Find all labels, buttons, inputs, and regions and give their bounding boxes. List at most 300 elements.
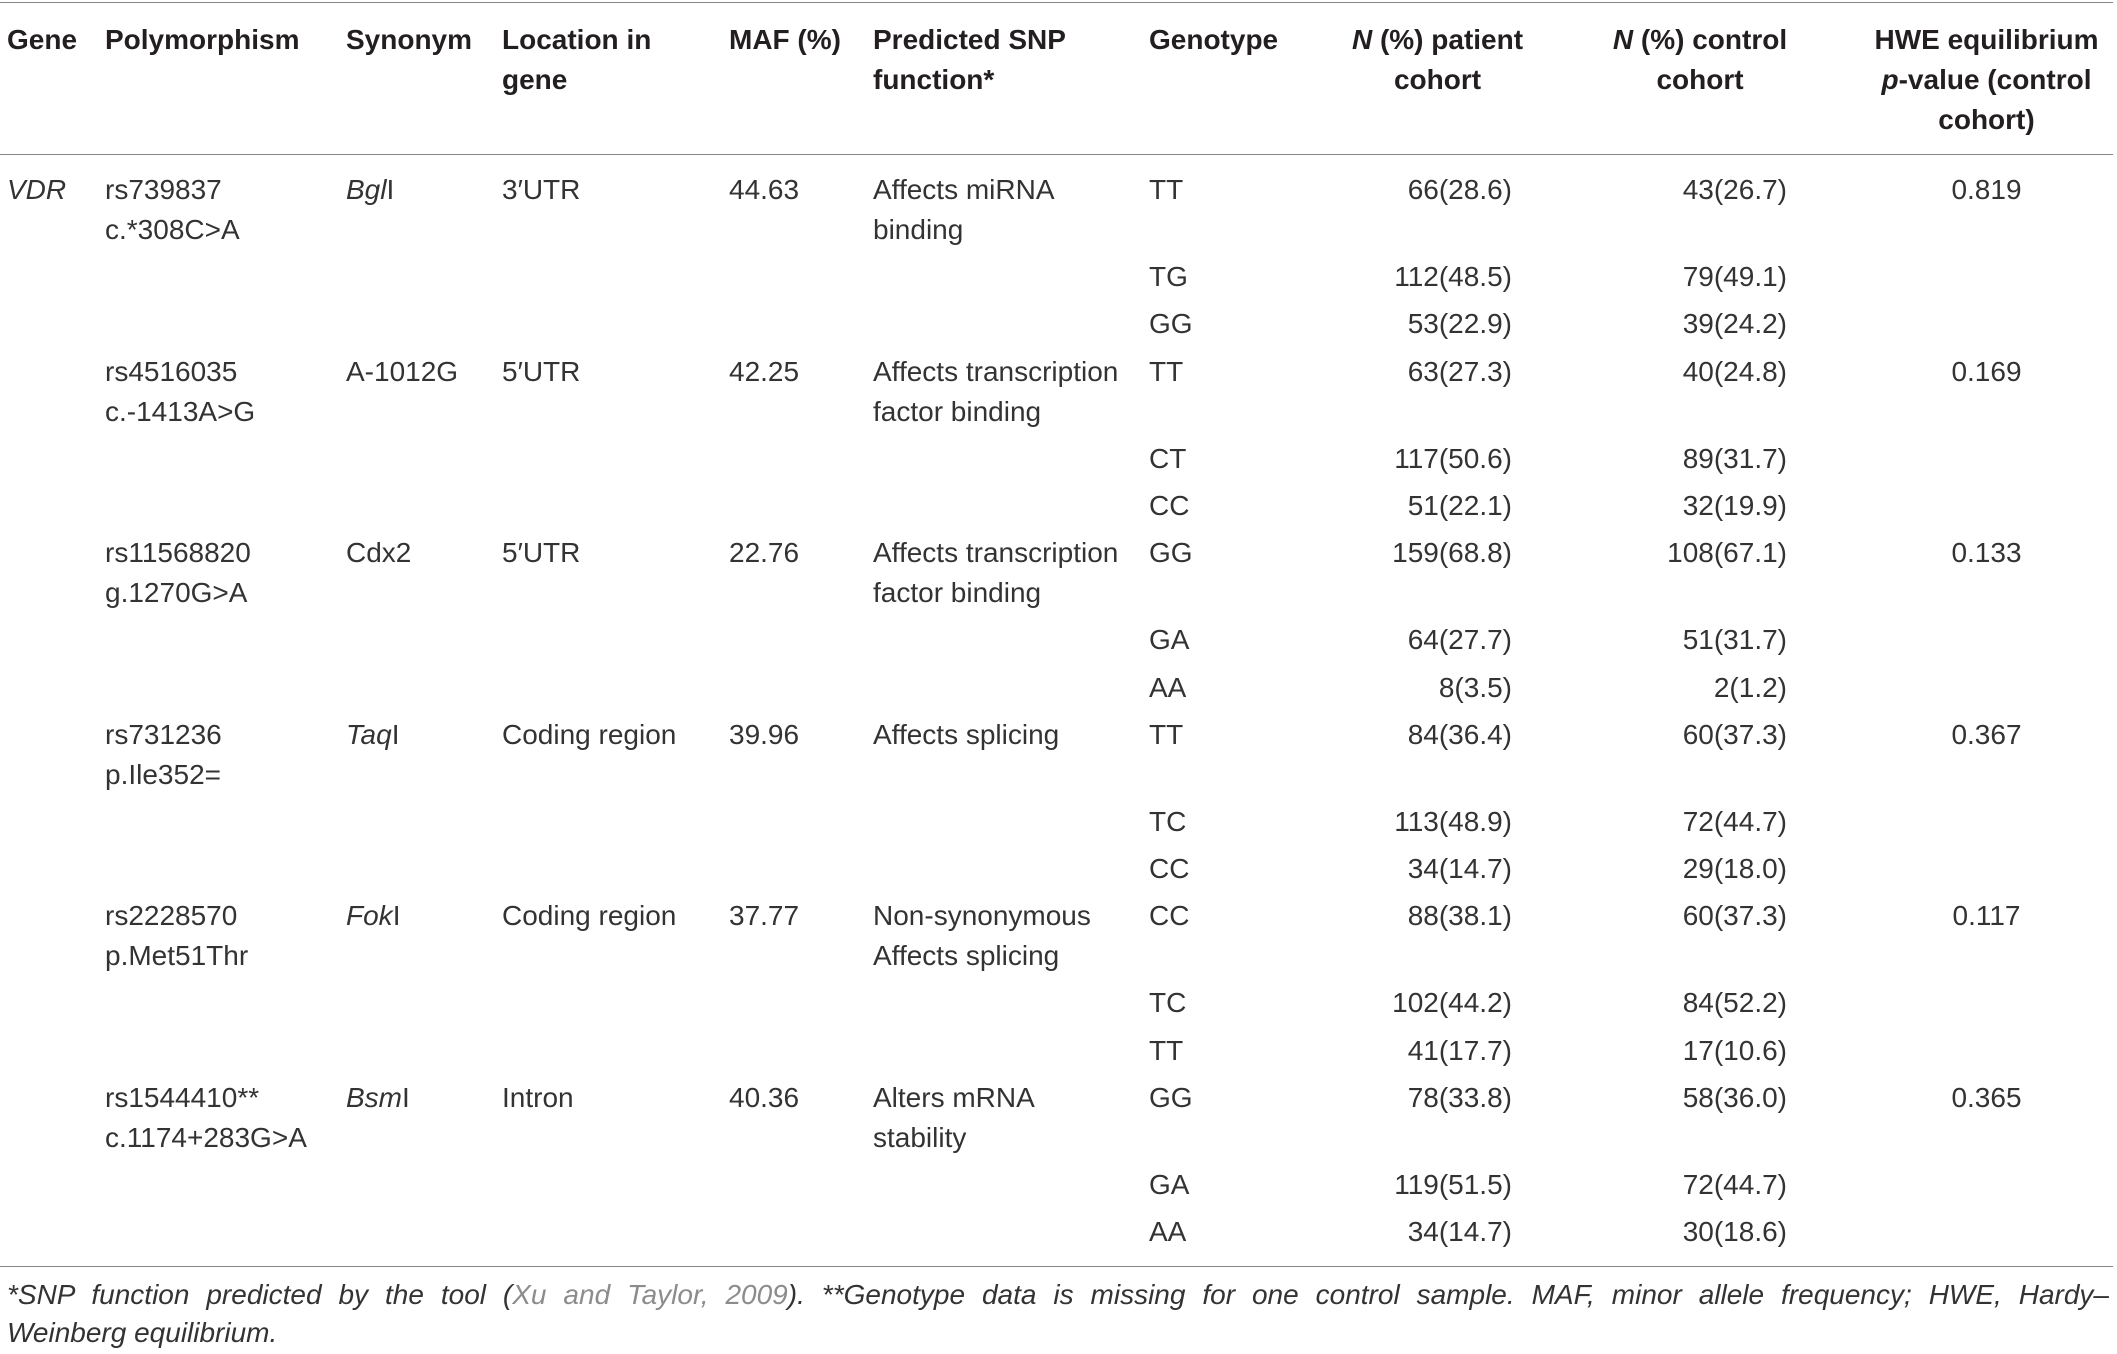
cell-genotype xyxy=(1149,711,1335,798)
header-patient-line xyxy=(1335,20,1540,60)
genotype-row xyxy=(0,845,2113,892)
header-gene xyxy=(0,2,105,155)
control-count: 51(31.7) xyxy=(1682,624,1787,656)
header-hwe xyxy=(1860,2,2113,155)
cell-maf xyxy=(729,482,873,529)
cell-patient xyxy=(1335,155,1540,254)
cell-gene xyxy=(0,348,105,435)
patient-count: 159(68.8) xyxy=(1392,537,1512,569)
cell-genotype xyxy=(1149,1161,1335,1208)
cell-function xyxy=(873,617,1149,664)
genotype-value: TT xyxy=(1149,1034,1184,1066)
cell-location xyxy=(502,980,729,1027)
cell-patient xyxy=(1335,1209,1540,1267)
cell-patient xyxy=(1335,1161,1540,1208)
cell-control xyxy=(1540,155,1860,254)
cell-hwe xyxy=(1860,348,2113,435)
genotype-value: TG xyxy=(1149,261,1188,293)
cell-synonym xyxy=(346,301,502,348)
cell-control xyxy=(1540,1027,1860,1074)
hwe-p-value: 0.367 xyxy=(1951,718,2022,750)
genotype-row xyxy=(0,798,2113,845)
cell-synonym xyxy=(346,664,502,711)
header-control-n: N xyxy=(1612,24,1634,55)
control-count: 30(18.6) xyxy=(1682,1216,1787,1248)
cell-patient xyxy=(1335,482,1540,529)
cell-maf xyxy=(729,617,873,664)
cell-control xyxy=(1540,482,1860,529)
cell-gene xyxy=(0,482,105,529)
rs-id: rs4516035 xyxy=(105,355,238,387)
header-hwe-line2 xyxy=(1860,60,2113,100)
synonym-roman: A-1012G xyxy=(346,355,459,387)
control-count: 79(49.1) xyxy=(1682,261,1787,293)
cell-patient xyxy=(1335,664,1540,711)
footnote-text-after: ). **Genotype data is missing for one control sample. MAF, minor allele frequency; HWE, Hardy– xyxy=(787,1278,2109,1310)
location-value: Coding region xyxy=(502,718,677,750)
cell-maf xyxy=(729,980,873,1027)
cell-maf xyxy=(729,155,873,254)
cell-patient xyxy=(1335,617,1540,664)
cell-polymorphism xyxy=(105,1161,346,1208)
cell-hwe xyxy=(1860,301,2113,348)
cell-hwe xyxy=(1860,980,2113,1027)
location-value: Intron xyxy=(502,1081,574,1113)
cell-patient xyxy=(1335,435,1540,482)
cell-polymorphism xyxy=(105,482,346,529)
cell-maf xyxy=(729,893,873,980)
cell-maf xyxy=(729,1209,873,1267)
cell-function xyxy=(873,893,1149,980)
cell-gene xyxy=(0,893,105,980)
cell-location xyxy=(502,711,729,798)
patient-count: 8(3.5) xyxy=(1438,671,1512,703)
cell-function xyxy=(873,1027,1149,1074)
rs-id: rs731236 xyxy=(105,718,222,750)
header-maf-label: MAF (%) xyxy=(729,24,841,55)
patient-count: 117(50.6) xyxy=(1394,442,1512,474)
cell-genotype xyxy=(1149,1074,1335,1161)
header-patient-line2: cohort xyxy=(1393,64,1482,95)
cell-location xyxy=(502,301,729,348)
rs-id: rs1544410** xyxy=(105,1081,260,1113)
genotype-row xyxy=(0,348,2113,435)
cell-genotype xyxy=(1149,664,1335,711)
cell-control xyxy=(1540,1074,1860,1161)
maf-value: 39.96 xyxy=(729,718,800,750)
cell-control xyxy=(1540,254,1860,301)
cell-synonym xyxy=(346,254,502,301)
cell-function xyxy=(873,1161,1149,1208)
genotype-row xyxy=(0,617,2113,664)
genotype-row xyxy=(0,482,2113,529)
header-location xyxy=(502,2,729,155)
cell-hwe xyxy=(1860,155,2113,254)
cell-hwe xyxy=(1860,845,2113,892)
cell-synonym xyxy=(346,1027,502,1074)
control-count: 108(67.1) xyxy=(1667,537,1787,569)
control-count: 60(37.3) xyxy=(1682,900,1787,932)
cell-function xyxy=(873,980,1149,1027)
cell-synonym xyxy=(346,530,502,617)
cell-function xyxy=(873,1074,1149,1161)
header-synonym xyxy=(346,2,502,155)
function-line: factor binding xyxy=(873,395,1042,427)
function-line: factor binding xyxy=(873,577,1042,609)
genotype-row xyxy=(0,1074,2113,1161)
genotype-value: TT xyxy=(1149,174,1184,205)
cell-synonym xyxy=(346,1161,502,1208)
cell-control xyxy=(1540,845,1860,892)
cell-location xyxy=(502,155,729,254)
citation-link[interactable]: Xu and Taylor, 2009 xyxy=(512,1278,788,1310)
hgvs-notation: p.Ile352= xyxy=(105,758,221,790)
genotype-row xyxy=(0,1161,2113,1208)
cell-genotype xyxy=(1149,482,1335,529)
patient-count: 63(27.3) xyxy=(1407,355,1512,387)
header-patient-rest: (%) patient xyxy=(1372,24,1524,55)
cell-hwe xyxy=(1860,1027,2113,1074)
cell-maf xyxy=(729,435,873,482)
function-line: stability xyxy=(873,1121,967,1153)
function-line: Affects splicing xyxy=(873,940,1060,972)
function-line: Affects transcription xyxy=(873,355,1119,387)
genotype-value: GG xyxy=(1149,308,1193,340)
cell-polymorphism xyxy=(105,301,346,348)
cell-function xyxy=(873,482,1149,529)
cell-synonym xyxy=(346,617,502,664)
cell-polymorphism xyxy=(105,155,346,254)
table-body xyxy=(0,155,2113,1267)
control-count: 43(26.7) xyxy=(1682,174,1787,205)
cell-genotype xyxy=(1149,980,1335,1027)
cell-patient xyxy=(1335,348,1540,435)
header-hwe-line1: HWE equilibrium xyxy=(1874,24,2099,55)
cell-function xyxy=(873,664,1149,711)
patient-count: 53(22.9) xyxy=(1407,308,1512,340)
rs-id: rs739837 xyxy=(105,174,222,205)
cell-control xyxy=(1540,1161,1860,1208)
cell-location xyxy=(502,845,729,892)
cell-gene xyxy=(0,798,105,845)
header-genotype-label: Genotype xyxy=(1149,24,1279,55)
cell-function xyxy=(873,845,1149,892)
cell-synonym xyxy=(346,711,502,798)
cell-synonym xyxy=(346,435,502,482)
cell-control xyxy=(1540,1209,1860,1267)
header-genotype xyxy=(1149,2,1335,155)
cell-genotype xyxy=(1149,798,1335,845)
patient-count: 41(17.7) xyxy=(1407,1034,1512,1066)
cell-location xyxy=(502,1161,729,1208)
genotype-value: GG xyxy=(1149,1081,1193,1113)
patient-count: 102(44.2) xyxy=(1392,987,1512,1019)
genotype-row xyxy=(0,711,2113,798)
cell-control xyxy=(1540,435,1860,482)
cell-hwe xyxy=(1860,617,2113,664)
cell-polymorphism xyxy=(105,254,346,301)
cell-function xyxy=(873,254,1149,301)
hwe-p-value: 0.117 xyxy=(1952,900,2021,932)
cell-gene xyxy=(0,254,105,301)
control-count: 40(24.8) xyxy=(1682,355,1787,387)
cell-location xyxy=(502,530,729,617)
control-count: 84(52.2) xyxy=(1682,987,1787,1019)
genotype-row xyxy=(0,301,2113,348)
cell-hwe xyxy=(1860,1209,2113,1267)
synonym-roman: I xyxy=(391,718,400,750)
gene-name: VDR xyxy=(7,174,67,205)
synonym-roman: Cdx2 xyxy=(346,537,412,569)
control-count: 60(37.3) xyxy=(1682,718,1787,750)
cell-control xyxy=(1540,664,1860,711)
cell-function xyxy=(873,301,1149,348)
genotype-row xyxy=(0,664,2113,711)
hgvs-notation: g.1270G>A xyxy=(105,577,248,609)
cell-location xyxy=(502,664,729,711)
cell-hwe xyxy=(1860,664,2113,711)
cell-maf xyxy=(729,530,873,617)
cell-polymorphism xyxy=(105,1209,346,1267)
header-function-line: Predicted SNP xyxy=(873,24,1066,55)
cell-control xyxy=(1540,301,1860,348)
genotype-value: TT xyxy=(1149,355,1184,387)
header-maf xyxy=(729,2,873,155)
cell-gene xyxy=(0,1209,105,1267)
cell-polymorphism xyxy=(105,980,346,1027)
cell-synonym xyxy=(346,348,502,435)
cell-maf xyxy=(729,798,873,845)
function-line: Affects splicing xyxy=(873,718,1060,750)
header-location-line: Location in xyxy=(502,24,652,55)
patient-count: 66(28.6) xyxy=(1407,174,1512,205)
cell-location xyxy=(502,893,729,980)
genotype-distribution-table xyxy=(0,2,2113,1267)
cell-patient xyxy=(1335,711,1540,798)
patient-count: 119(51.5) xyxy=(1394,1169,1512,1200)
cell-location xyxy=(502,348,729,435)
genotype-row xyxy=(0,893,2113,980)
patient-count: 88(38.1) xyxy=(1407,900,1512,932)
cell-function xyxy=(873,711,1149,798)
cell-location xyxy=(502,1027,729,1074)
cell-synonym xyxy=(346,845,502,892)
patient-count: 78(33.8) xyxy=(1407,1081,1512,1113)
cell-synonym xyxy=(346,1074,502,1161)
cell-function xyxy=(873,798,1149,845)
header-control-line xyxy=(1540,20,1860,60)
patient-count: 34(14.7) xyxy=(1407,853,1512,885)
cell-hwe xyxy=(1860,1074,2113,1161)
header-polymorphism xyxy=(105,2,346,155)
cell-control xyxy=(1540,893,1860,980)
patient-count: 84(36.4) xyxy=(1407,718,1512,750)
patient-count: 34(14.7) xyxy=(1407,1216,1512,1248)
cell-polymorphism xyxy=(105,1027,346,1074)
cell-hwe xyxy=(1860,254,2113,301)
location-value: 3′UTR xyxy=(502,174,581,205)
control-count: 89(31.7) xyxy=(1682,442,1787,474)
genotype-value: GA xyxy=(1149,1169,1190,1200)
genotype-value: TC xyxy=(1149,987,1187,1019)
cell-control xyxy=(1540,530,1860,617)
cell-location xyxy=(502,1074,729,1161)
cell-genotype xyxy=(1149,1209,1335,1267)
cell-patient xyxy=(1335,845,1540,892)
maf-value: 37.77 xyxy=(729,900,800,932)
cell-patient xyxy=(1335,798,1540,845)
header-gene-label: Gene xyxy=(7,24,78,55)
cell-polymorphism xyxy=(105,435,346,482)
cell-hwe xyxy=(1860,1161,2113,1208)
header-function xyxy=(873,2,1149,155)
patient-count: 113(48.9) xyxy=(1394,805,1512,837)
cell-location xyxy=(502,435,729,482)
cell-patient xyxy=(1335,893,1540,980)
cell-genotype xyxy=(1149,348,1335,435)
cell-genotype xyxy=(1149,617,1335,664)
control-count: 32(19.9) xyxy=(1682,489,1787,521)
cell-synonym xyxy=(346,155,502,254)
cell-hwe xyxy=(1860,711,2113,798)
cell-maf xyxy=(729,664,873,711)
cell-synonym xyxy=(346,893,502,980)
cell-gene xyxy=(0,301,105,348)
hwe-p-value: 0.365 xyxy=(1951,1081,2022,1113)
cell-control xyxy=(1540,348,1860,435)
control-count: 72(44.7) xyxy=(1682,1169,1787,1200)
genotype-value: CC xyxy=(1149,489,1190,521)
cell-genotype xyxy=(1149,435,1335,482)
hgvs-notation: c.*308C>A xyxy=(105,214,240,245)
rs-id: rs11568820 xyxy=(105,537,251,569)
function-line: binding xyxy=(873,214,964,245)
rs-id: rs2228570 xyxy=(105,900,238,932)
cell-genotype xyxy=(1149,155,1335,254)
patient-count: 64(27.7) xyxy=(1407,624,1512,656)
genotype-value: TC xyxy=(1149,805,1187,837)
header-row xyxy=(0,2,2113,155)
location-value: 5′UTR xyxy=(502,355,581,387)
cell-function xyxy=(873,530,1149,617)
cell-hwe xyxy=(1860,530,2113,617)
cell-maf xyxy=(729,348,873,435)
cell-control xyxy=(1540,980,1860,1027)
function-line: Affects miRNA xyxy=(873,174,1055,205)
header-control-cohort xyxy=(1540,2,1860,155)
cell-polymorphism xyxy=(105,711,346,798)
cell-function xyxy=(873,155,1149,254)
control-count: 72(44.7) xyxy=(1682,805,1787,837)
cell-gene xyxy=(0,1027,105,1074)
header-hwe-rest: -value (control xyxy=(1898,64,2092,95)
footnote-text-before: *SNP function predicted by the tool ( xyxy=(7,1278,513,1310)
cell-control xyxy=(1540,711,1860,798)
cell-genotype xyxy=(1149,254,1335,301)
cell-maf xyxy=(729,1027,873,1074)
header-synonym-label: Synonym xyxy=(346,24,473,55)
maf-value: 22.76 xyxy=(729,537,800,569)
location-value: 5′UTR xyxy=(502,537,581,569)
cell-location xyxy=(502,1209,729,1267)
maf-value: 40.36 xyxy=(729,1081,800,1113)
header-hwe-p: p xyxy=(1881,64,1899,95)
cell-maf xyxy=(729,845,873,892)
location-value: Coding region xyxy=(502,900,677,932)
hgvs-notation: c.-1413A>G xyxy=(105,395,256,427)
cell-maf xyxy=(729,1161,873,1208)
genotype-row xyxy=(0,435,2113,482)
cell-gene xyxy=(0,1074,105,1161)
cell-hwe xyxy=(1860,893,2113,980)
hgvs-notation: c.1174+283G>A xyxy=(105,1121,307,1153)
header-patient-cohort xyxy=(1335,2,1540,155)
cell-control xyxy=(1540,798,1860,845)
cell-gene xyxy=(0,617,105,664)
function-line: Non-synonymous xyxy=(873,900,1091,932)
cell-patient xyxy=(1335,980,1540,1027)
hgvs-notation: p.Met51Thr xyxy=(105,940,249,972)
cell-synonym xyxy=(346,482,502,529)
synonym-italic: Bgl xyxy=(346,174,387,205)
cell-location xyxy=(502,798,729,845)
genotype-row xyxy=(0,1027,2113,1074)
cell-synonym xyxy=(346,980,502,1027)
cell-polymorphism xyxy=(105,530,346,617)
hwe-p-value: 0.133 xyxy=(1951,537,2022,569)
cell-genotype xyxy=(1149,893,1335,980)
cell-patient xyxy=(1335,254,1540,301)
header-patient-n: N xyxy=(1351,24,1373,55)
genotype-row xyxy=(0,254,2113,301)
synonym-roman: I xyxy=(392,900,401,932)
synonym-roman: I xyxy=(386,174,395,205)
cell-control xyxy=(1540,617,1860,664)
header-control-line2: cohort xyxy=(1656,64,1744,95)
control-count: 17(10.6) xyxy=(1682,1034,1787,1066)
patient-count: 112(48.5) xyxy=(1394,261,1512,293)
cell-polymorphism xyxy=(105,664,346,711)
cell-maf xyxy=(729,254,873,301)
cell-hwe xyxy=(1860,798,2113,845)
control-count: 2(1.2) xyxy=(1713,671,1787,703)
header-function-line: function* xyxy=(873,64,995,95)
table-footnote xyxy=(7,1276,2109,1352)
header-polymorphism-label: Polymorphism xyxy=(105,24,300,55)
synonym-italic: Taq xyxy=(346,718,392,750)
footnote-text-tail: Weinberg equilibrium. xyxy=(7,1316,278,1348)
cell-gene xyxy=(0,435,105,482)
cell-polymorphism xyxy=(105,1074,346,1161)
cell-synonym xyxy=(346,1209,502,1267)
cell-polymorphism xyxy=(105,845,346,892)
cell-maf xyxy=(729,711,873,798)
genotype-row xyxy=(0,1209,2113,1267)
header-location-line: gene xyxy=(502,64,568,95)
header-control-rest: (%) control xyxy=(1633,24,1788,55)
genotype-row xyxy=(0,155,2113,254)
patient-count: 51(22.1) xyxy=(1407,489,1512,521)
cell-genotype xyxy=(1149,530,1335,617)
genotype-value: AA xyxy=(1149,671,1187,703)
cell-polymorphism xyxy=(105,617,346,664)
maf-value: 42.25 xyxy=(729,355,800,387)
hwe-p-value: 0.169 xyxy=(1951,355,2022,387)
cell-patient xyxy=(1335,530,1540,617)
cell-patient xyxy=(1335,1074,1540,1161)
control-count: 58(36.0) xyxy=(1682,1081,1787,1113)
cell-hwe xyxy=(1860,435,2113,482)
